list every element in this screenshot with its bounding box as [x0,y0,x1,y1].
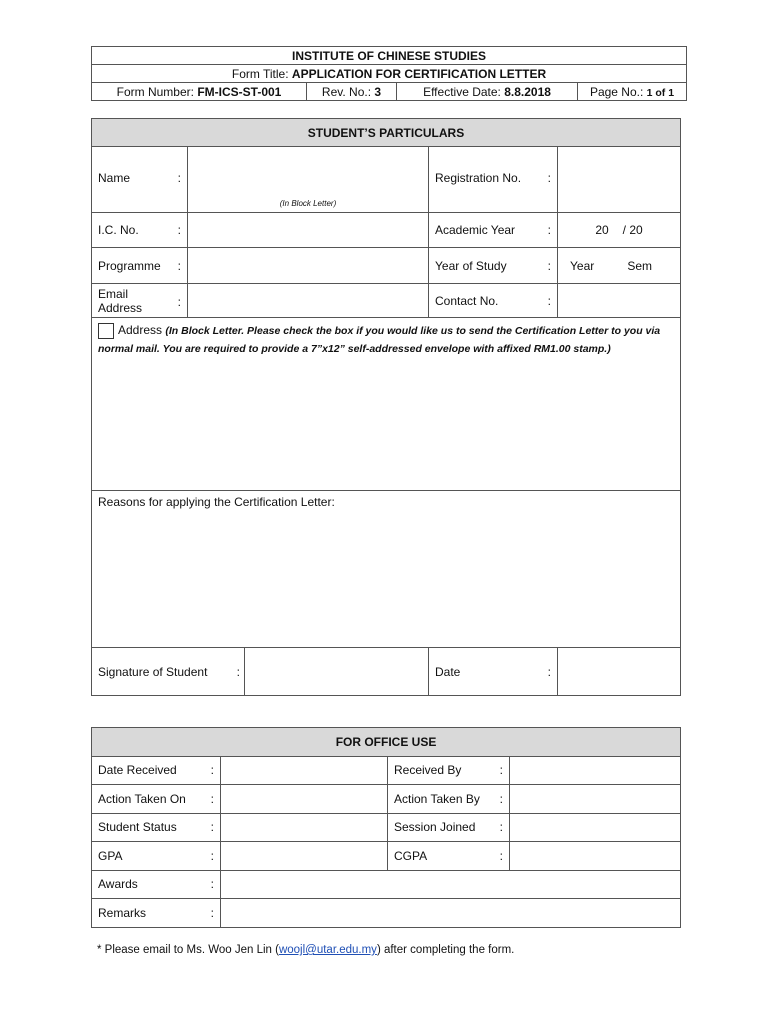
student-status-colon: : [210,820,214,835]
reasons-field[interactable] [92,491,681,648]
registration-field[interactable] [558,147,681,213]
gpa-label: GPA [98,848,123,863]
received-by-label: Received By [394,763,462,778]
date-received-colon: : [210,763,214,778]
date-label: Date [435,664,461,679]
action-taken-on-label-cell [92,785,221,814]
awards-label-cell [92,870,221,899]
student-section-title: STUDENT’S PARTICULARS [92,119,681,147]
date-received-label: Date Received [98,763,177,778]
action-taken-by-field[interactable] [510,785,681,814]
student-particulars-table [91,118,681,696]
date-label-cell [429,648,558,696]
name-colon: : [177,171,181,185]
page-label: Page No.: [589,84,647,99]
footer-note [97,944,514,956]
action-taken-on-colon: : [210,791,214,806]
office-use-table [91,727,681,928]
footer-suffix: ) after completing the form. [376,944,515,956]
action-taken-by-label: Action Taken By [394,791,480,806]
name-label: Name [98,171,131,185]
address-field[interactable] [92,318,681,491]
student-status-label: Student Status [98,820,177,835]
awards-colon: : [210,877,214,892]
page-number: 1 of 1 [646,86,675,99]
year-of-study-field[interactable] [558,248,681,284]
gpa-label-cell [92,842,221,871]
cgpa-colon: : [499,848,503,863]
academic-year-colon: : [547,223,551,237]
gpa-field[interactable] [221,842,388,871]
gpa-colon: : [210,848,214,863]
session-joined-field[interactable] [510,813,681,842]
form-title: APPLICATION FOR CERTIFICATION LETTER [291,66,547,81]
year-of-study-label-cell [429,248,558,284]
remarks-colon: : [210,905,214,920]
academic-year-start: 20 [595,223,609,237]
received-by-label-cell [388,756,510,785]
remarks-field[interactable] [221,899,681,928]
name-field[interactable] [188,147,429,213]
awards-label: Awards [98,877,138,892]
address-label: Address [118,323,163,337]
block-letter-note: (In Block Letter) [279,199,337,208]
office-section-title: FOR OFFICE USE [92,728,681,757]
programme-colon: : [177,258,181,273]
session-joined-colon: : [499,820,503,835]
email-colon: : [177,294,181,309]
remarks-label: Remarks [98,905,147,920]
rev-label: Rev. No.: [321,84,375,99]
student-status-field[interactable] [221,813,388,842]
contact-label: Contact No. [435,293,499,308]
date-received-field[interactable] [221,756,388,785]
institute-name: INSTITUTE OF CHINESE STUDIES [92,47,687,65]
ic-colon: : [177,223,181,237]
action-taken-on-field[interactable] [221,785,388,814]
registration-label: Registration No. [435,171,522,185]
programme-label: Programme [98,258,161,273]
form-number-cell [92,83,307,101]
email-label-line-2: Address [98,300,143,315]
programme-label-cell [92,248,188,284]
contact-label-cell [429,284,558,318]
sem-word: Sem [627,258,652,273]
email-field[interactable] [188,284,429,318]
form-title-row [92,65,687,83]
signature-field[interactable] [245,648,429,696]
cgpa-label: CGPA [394,848,428,863]
registration-label-cell [429,147,558,213]
contact-colon: : [547,293,551,308]
action-taken-by-label-cell [388,785,510,814]
year-word: Year [570,258,595,273]
student-status-label-cell [92,813,221,842]
academic-year-field[interactable] [558,213,681,248]
academic-year-label-cell [429,213,558,248]
awards-field[interactable] [221,870,681,899]
footer-email-link[interactable]: woojl@utar.edu.my [278,944,377,956]
cgpa-label-cell [388,842,510,871]
mail-checkbox[interactable] [98,323,114,339]
signature-label-cell [92,648,245,696]
year-of-study-colon: : [547,258,551,273]
registration-colon: : [547,171,551,185]
name-label-cell [92,147,188,213]
academic-year-end: / 20 [622,223,643,237]
rev-number: 3 [374,84,382,99]
form-number: FM-ICS-ST-001 [197,84,282,99]
date-received-label-cell [92,756,221,785]
ic-label-cell [92,213,188,248]
effective-date: 8.8.2018 [504,84,551,99]
address-note: (In Block Letter. Please check the box if you would like us to send the Certification Letter to you via normal mail. You are required to provide a 7”x12” self-addressed envelope with affixed RM1.00 stamp.) [98,325,661,355]
rev-cell [307,83,397,101]
date-colon: : [547,664,551,679]
cgpa-field[interactable] [510,842,681,871]
signature-label: Signature of Student [98,664,208,679]
form-number-label: Form Number: [116,84,198,99]
effective-date-label: Effective Date: [423,84,505,99]
remarks-label-cell [92,899,221,928]
action-taken-by-colon: : [499,791,503,806]
reasons-label: Reasons for applying the Certification Letter: [98,495,335,509]
session-joined-label-cell [388,813,510,842]
session-joined-label: Session Joined [394,820,476,835]
academic-year-label: Academic Year [435,223,516,237]
effective-date-cell [397,83,578,101]
form-header [91,46,687,101]
ic-label: I.C. No. [98,223,139,237]
form-title-label: Form Title: [231,66,292,81]
ic-field[interactable] [188,213,429,248]
page-number-cell [578,83,687,101]
programme-field[interactable] [188,248,429,284]
contact-field[interactable] [558,284,681,318]
signature-colon: : [236,664,240,679]
action-taken-on-label: Action Taken On [98,791,186,806]
received-by-colon: : [499,763,503,778]
email-label-line-1: Email [98,286,129,301]
date-field[interactable] [558,648,681,696]
year-of-study-label: Year of Study [435,258,507,273]
email-label-cell [92,284,188,318]
footer-prefix: * Please email to Ms. Woo Jen Lin ( [97,944,279,956]
received-by-field[interactable] [510,756,681,785]
